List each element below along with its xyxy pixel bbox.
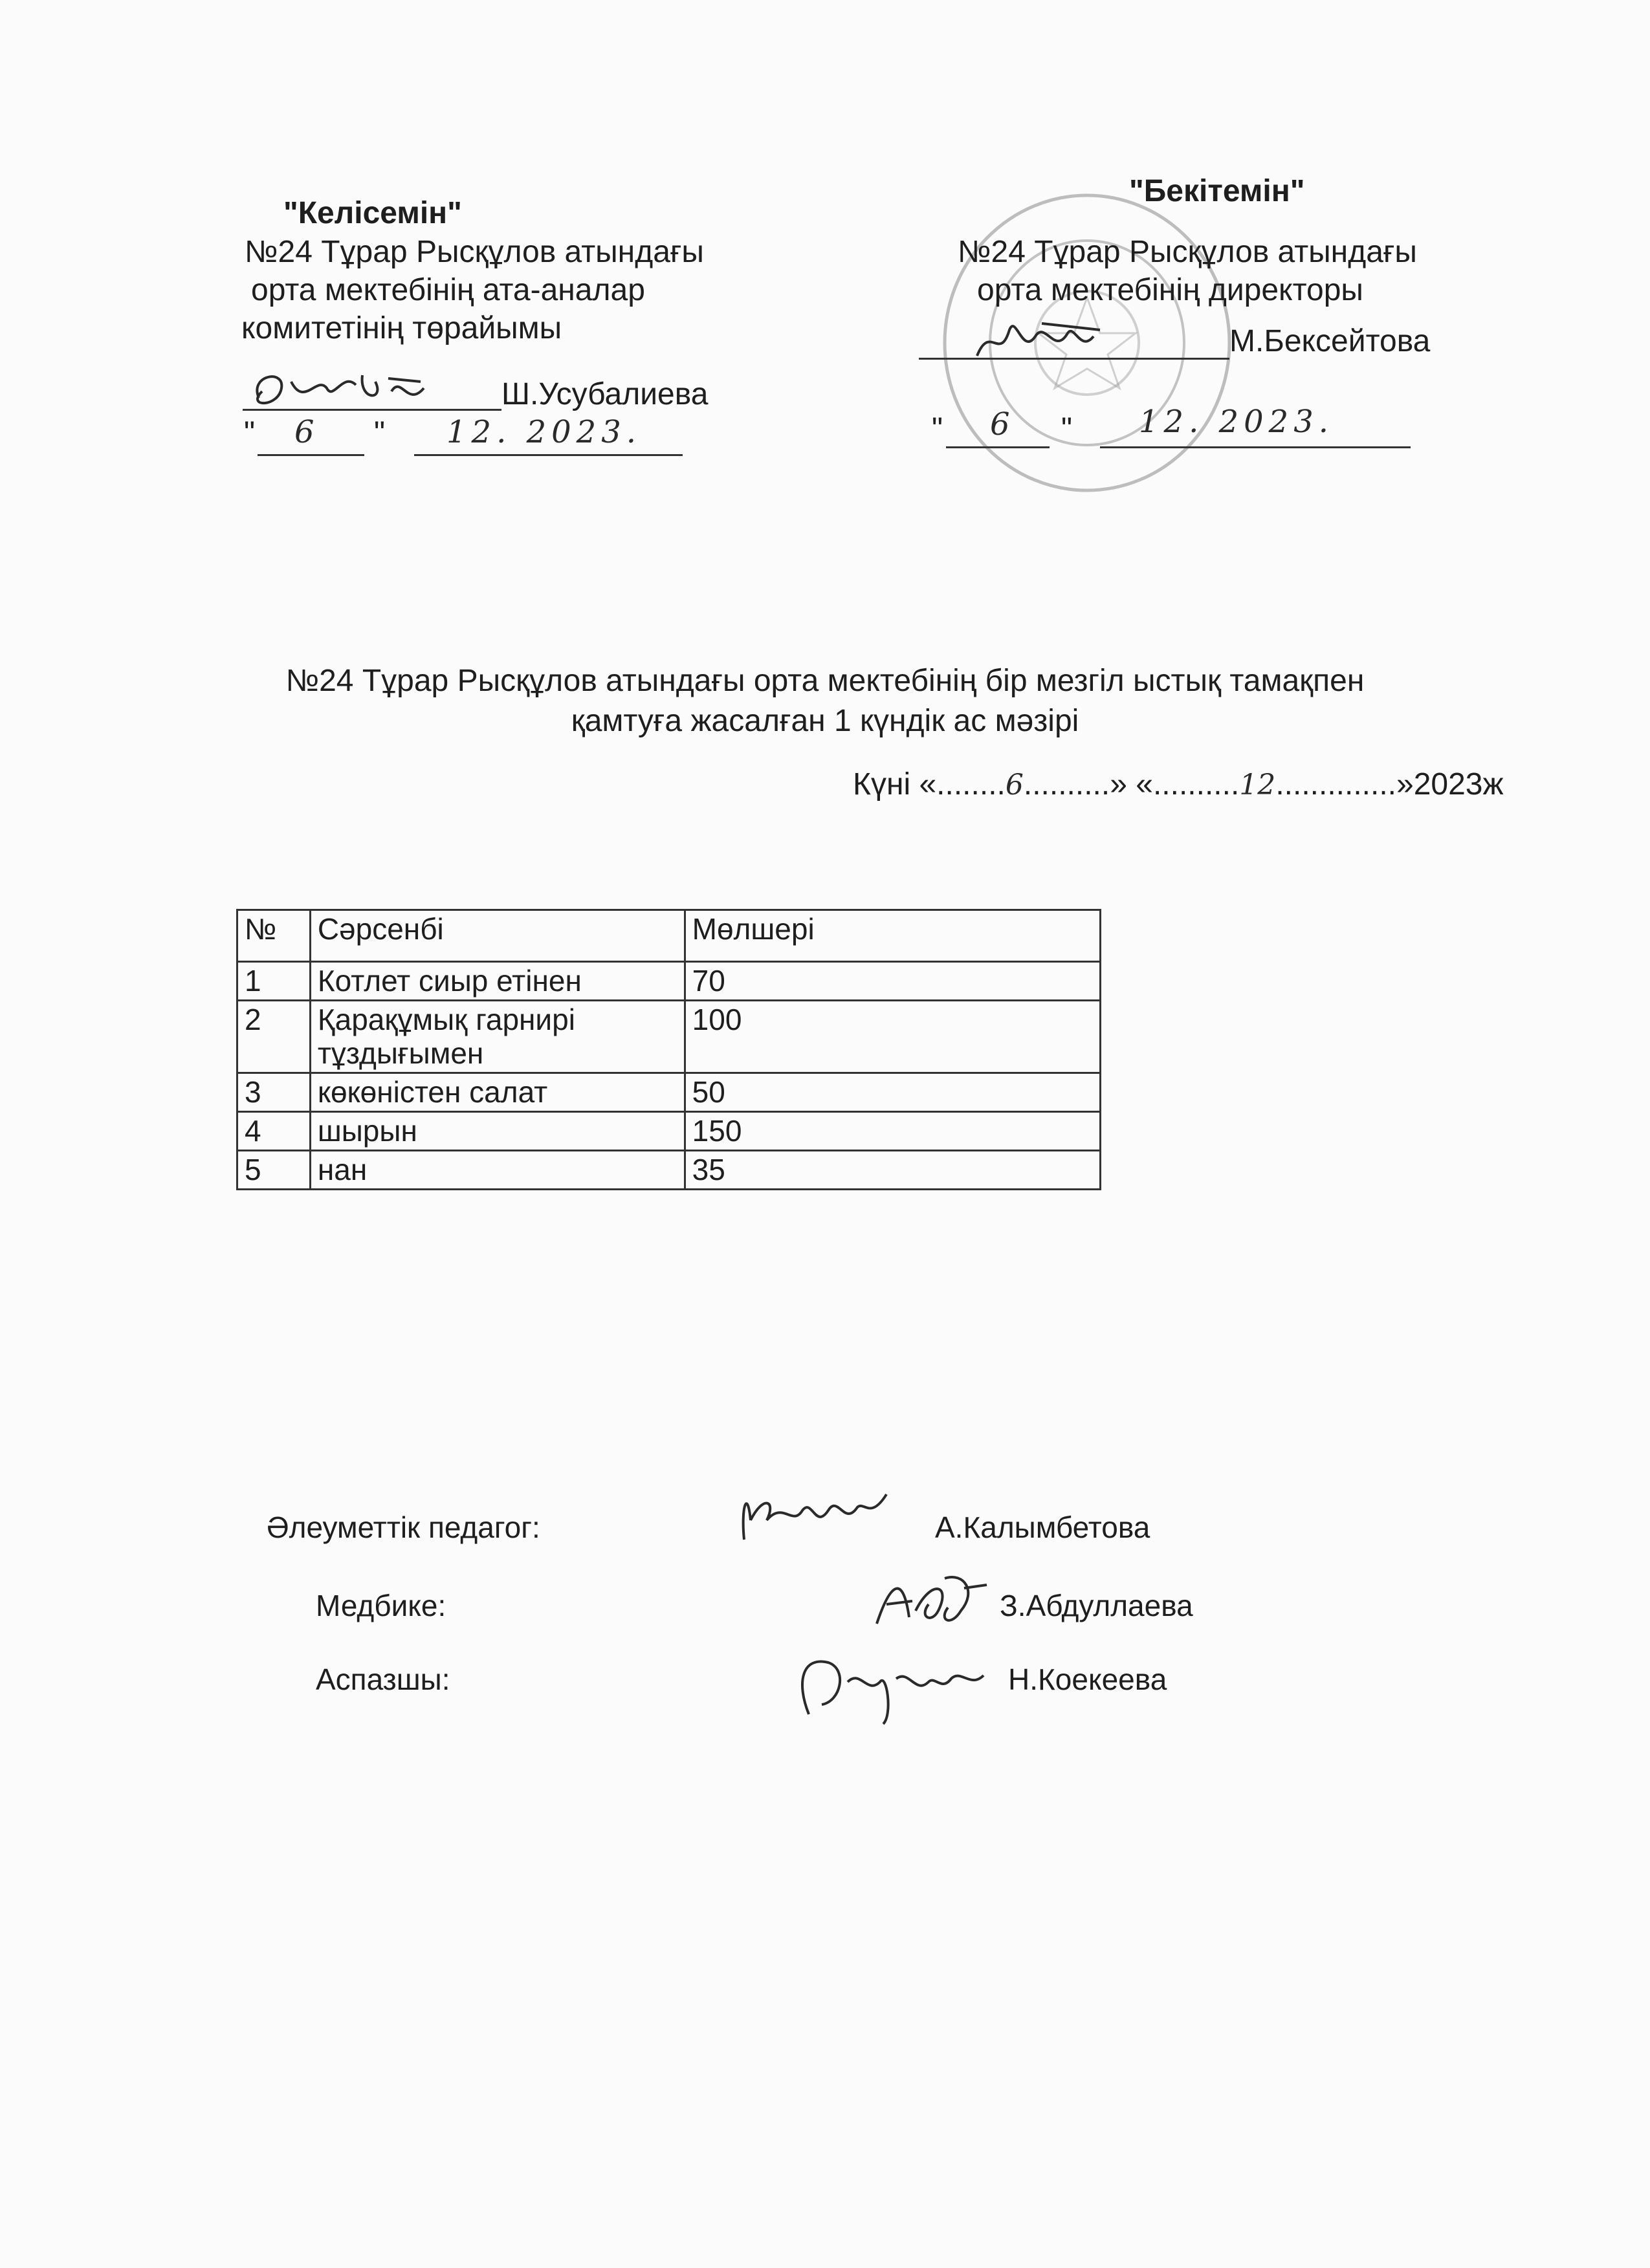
left-date-close-quote: " [374,416,386,450]
right-date-month-line [1100,446,1411,448]
left-approval-line2: орта мектебінің ата-аналар [251,273,645,307]
signer-name-cook: Н.Коекеева [1008,1663,1167,1696]
right-approver-name: М.Бексейтова [1229,324,1431,358]
date-month-dots-after: .............. [1275,767,1397,801]
signature-social-pedagogue [731,1481,893,1556]
row-number: 3 [237,1073,311,1112]
document-title-line2: қамтуға жасалған 1 күндік ас мәзірі [571,704,1079,738]
right-date-day-handwritten: 6 [990,406,1010,442]
date-prefix: Күні « [853,767,937,801]
row-dish: Котлет сиыр етінен [310,962,685,1001]
date-month-handwritten: 12 [1239,769,1276,801]
row-number: 4 [237,1112,311,1151]
left-date-open-quote: " [244,416,256,450]
left-approval-heading: "Келісемін" [283,196,462,230]
row-amount: 100 [685,1001,1100,1073]
left-signature [246,362,440,417]
header-day: Сәрсенбі [310,910,685,962]
table-header-row [237,910,1101,962]
document-title-line1: №24 Тұрар Рысқұлов атындағы орта мектебінің бір мезгіл ыстық тамақпен [285,664,1365,698]
left-date-month-line [414,454,683,456]
row-number: 5 [237,1151,311,1190]
right-date-day-line [946,446,1050,448]
right-approval-line1: №24 Тұрар Рысқұлов атындағы [958,235,1417,269]
right-date-close-quote: " [1061,412,1073,446]
row-amount: 50 [685,1073,1100,1112]
left-date-month-handwritten: 12. 2023. [446,414,642,450]
right-approval-heading: "Бекітемін" [1129,174,1305,208]
row-amount: 70 [685,962,1100,1001]
signature-role-social-pedagogue: Әлеуметтік педагог: [267,1510,540,1544]
date-suffix: »2023ж [1396,767,1504,801]
row-number: 1 [237,962,311,1001]
right-approval-line2: орта мектебінің директоры [977,273,1363,307]
signature-role-cook: Аспазшы: [316,1663,450,1696]
table-row [237,1151,1101,1190]
signature-role-nurse: Медбике: [316,1589,446,1622]
signature-cook [789,1643,996,1737]
date-day-handwritten: 6 [1005,769,1024,801]
header-amount: Мөлшері [685,910,1100,962]
date-middle: » « [1110,767,1153,801]
row-dish: Қарақұмық гарнирі тұздығымен [310,1001,685,1073]
row-amount: 150 [685,1112,1100,1151]
signer-name-nurse: З.Абдуллаева [1000,1589,1193,1622]
row-number: 2 [237,1001,311,1073]
date-month-dots-before: .......... [1152,767,1240,801]
signature-nurse [867,1565,996,1640]
row-dish: шырын [310,1112,685,1151]
right-date-month-handwritten: 12. 2023. [1139,404,1334,440]
table-row [237,1112,1101,1151]
row-amount: 35 [685,1151,1100,1190]
left-date-day-handwritten: 6 [294,414,314,450]
menu-table [236,909,1101,1190]
row-dish: нан [310,1151,685,1190]
left-approval-line1: №24 Тұрар Рысқұлов атындағы [245,235,704,269]
right-signature [971,311,1139,372]
date-day-dots-after: .......... [1023,767,1110,801]
menu-date-line [853,767,1504,803]
left-approver-name: Ш.Усубалиева [501,377,709,411]
table-row [237,1001,1101,1073]
right-date-open-quote: " [932,412,943,446]
left-approval-line3: комитетінің төрайымы [241,311,562,345]
row-dish: көкөністен салат [310,1073,685,1112]
table-row [237,1073,1101,1112]
date-day-dots-before: ........ [936,767,1006,801]
left-date-day-line [258,454,364,456]
signer-name-social-pedagogue: А.Калымбетова [935,1510,1150,1544]
table-row [237,962,1101,1001]
header-number: № [237,910,311,962]
